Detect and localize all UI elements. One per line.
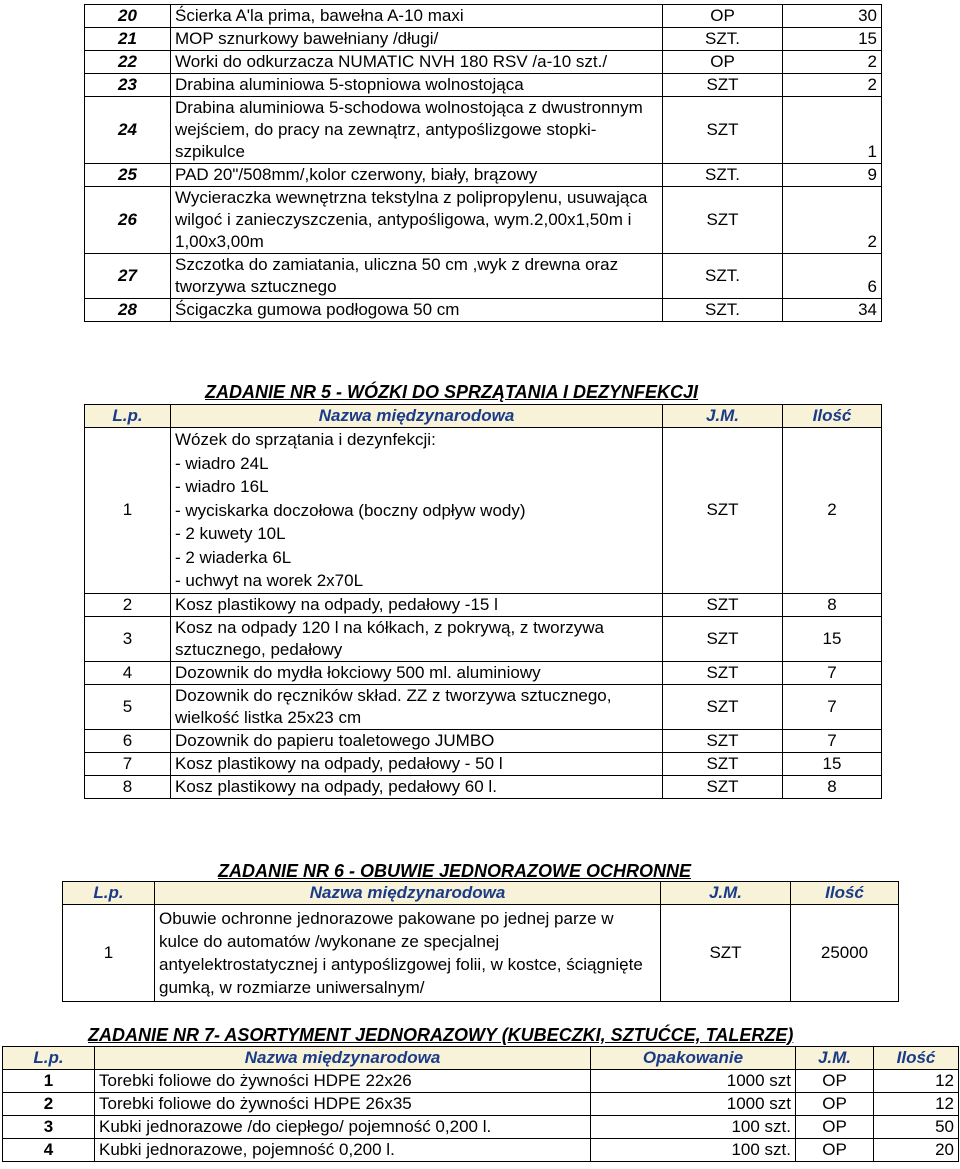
item-name: PAD 20"/508mm/,kolor czerwony, biały, brązowy bbox=[171, 164, 663, 187]
table-row bbox=[85, 299, 882, 322]
item-name: Kubki jednorazowe, pojemność 0,200 l. bbox=[95, 1139, 591, 1162]
quantity: 34 bbox=[783, 299, 882, 322]
quantity: 7 bbox=[783, 684, 882, 729]
table-row bbox=[3, 1116, 959, 1139]
row-number: 21 bbox=[85, 28, 171, 51]
unit: SZT bbox=[661, 905, 791, 1002]
row-number: 1 bbox=[85, 428, 171, 594]
header-qty: Ilość bbox=[874, 1047, 959, 1070]
table-section-6 bbox=[62, 881, 899, 1002]
quantity: 2 bbox=[783, 74, 882, 97]
table-row bbox=[85, 28, 882, 51]
quantity: 25000 bbox=[791, 905, 899, 1002]
unit: SZT bbox=[663, 661, 783, 684]
section-7-title: ZADANIE NR 7- ASORTYMENT JEDNORAZOWY (KUBECZKI, SZTUĆCE, TALERZE) bbox=[88, 1025, 794, 1045]
header-lp: L.p. bbox=[85, 405, 171, 428]
table-row bbox=[85, 752, 882, 775]
header-unit: J.M. bbox=[661, 882, 791, 905]
table-header-row bbox=[85, 405, 882, 428]
header-qty: Ilość bbox=[783, 405, 882, 428]
unit: OP bbox=[796, 1093, 874, 1116]
table-row bbox=[3, 1070, 959, 1093]
table-row bbox=[85, 5, 882, 28]
item-name: Dozownik do mydła łokciowy 500 ml. aluminiowy bbox=[171, 661, 663, 684]
row-number: 25 bbox=[85, 164, 171, 187]
table-header-row bbox=[3, 1047, 959, 1070]
quantity: 12 bbox=[874, 1093, 959, 1116]
item-name: Szczotka do zamiatania, uliczna 50 cm ,wyk z drewna oraz tworzywa sztucznego bbox=[171, 254, 663, 299]
item-name: Dozownik do ręczników skład. ZZ z tworzywa sztucznego, wielkość listka 25x23 cm bbox=[171, 684, 663, 729]
quantity: 8 bbox=[783, 593, 882, 616]
item-name: Kosz plastikowy na odpady, pedałowy - 50 l bbox=[171, 752, 663, 775]
row-number: 2 bbox=[85, 593, 171, 616]
table-items-20-28 bbox=[84, 4, 882, 322]
table-row bbox=[85, 616, 882, 661]
row-number: 28 bbox=[85, 299, 171, 322]
quantity: 15 bbox=[783, 28, 882, 51]
unit: SZT bbox=[663, 593, 783, 616]
unit: SZT bbox=[663, 684, 783, 729]
package: 100 szt. bbox=[591, 1139, 796, 1162]
header-qty: Ilość bbox=[791, 882, 899, 905]
table-row bbox=[85, 775, 882, 798]
table-row bbox=[3, 1093, 959, 1116]
quantity: 7 bbox=[783, 661, 882, 684]
table-row bbox=[85, 254, 882, 299]
item-name: Kubki jednorazowe /do ciepłego/ pojemność 0,200 l. bbox=[95, 1116, 591, 1139]
row-number: 22 bbox=[85, 51, 171, 74]
item-name: Ścigaczka gumowa podłogowa 50 cm bbox=[171, 299, 663, 322]
row-number: 7 bbox=[85, 752, 171, 775]
item-name: Wózek do sprzątania i dezynfekcji: - wiadro 24L - wiadro 16L - wyciskarka doczołowa (boczny odpływ wody) - 2 kuwety 10L - 2 wiaderka 6L - uchwyt na worek 2x70L bbox=[171, 428, 663, 594]
table-row bbox=[63, 905, 899, 1002]
table-row bbox=[85, 684, 882, 729]
header-lp: L.p. bbox=[3, 1047, 95, 1070]
unit: OP bbox=[663, 51, 783, 74]
row-number: 23 bbox=[85, 74, 171, 97]
unit: SZT bbox=[663, 729, 783, 752]
item-name: Torebki foliowe do żywności HDPE 22x26 bbox=[95, 1070, 591, 1093]
quantity: 2 bbox=[783, 187, 882, 254]
unit: SZT bbox=[663, 428, 783, 594]
table-row bbox=[85, 428, 882, 594]
row-number: 3 bbox=[85, 616, 171, 661]
row-number: 26 bbox=[85, 187, 171, 254]
header-name: Nazwa międzynarodowa bbox=[95, 1047, 591, 1070]
header-name: Nazwa międzynarodowa bbox=[171, 405, 663, 428]
package: 1000 szt bbox=[591, 1093, 796, 1116]
item-name: Wycieraczka wewnętrzna tekstylna z polipropylenu, usuwająca wilgoć i zanieczyszczenia, antypośligowa, wym.2,00x1,50m i 1,00x3,00m bbox=[171, 187, 663, 254]
table-header-row bbox=[63, 882, 899, 905]
table-section-7 bbox=[2, 1046, 959, 1162]
row-number: 24 bbox=[85, 97, 171, 164]
table-row bbox=[85, 593, 882, 616]
table-section-5 bbox=[84, 404, 882, 799]
header-name: Nazwa międzynarodowa bbox=[155, 882, 661, 905]
quantity: 1 bbox=[783, 97, 882, 164]
unit: SZT bbox=[663, 187, 783, 254]
unit: SZT. bbox=[663, 164, 783, 187]
package: 1000 szt bbox=[591, 1070, 796, 1093]
item-name: Kosz plastikowy na odpady, pedałowy -15 l bbox=[171, 593, 663, 616]
unit: SZT bbox=[663, 74, 783, 97]
quantity: 12 bbox=[874, 1070, 959, 1093]
row-number: 20 bbox=[85, 5, 171, 28]
unit: SZT. bbox=[663, 299, 783, 322]
row-number: 1 bbox=[63, 905, 155, 1002]
row-number: 3 bbox=[3, 1116, 95, 1139]
item-name: Obuwie ochronne jednorazowe pakowane po jednej parze w kulce do automatów /wykonane ze specjalnej antyelektrostatycznej i antypoślizgowej folii, w kostce, ściągnięte gumką, w rozmiarze uniwersalnym/ bbox=[155, 905, 661, 1002]
table-row bbox=[85, 74, 882, 97]
quantity: 2 bbox=[783, 51, 882, 74]
section-5-title: ZADANIE NR 5 - WÓZKI DO SPRZĄTANIA I DEZYNFEKCJI bbox=[205, 382, 699, 402]
item-name: MOP sznurkowy bawełniany /długi/ bbox=[171, 28, 663, 51]
quantity: 6 bbox=[783, 254, 882, 299]
table-row bbox=[85, 51, 882, 74]
package: 100 szt. bbox=[591, 1116, 796, 1139]
unit: SZT bbox=[663, 775, 783, 798]
table-row bbox=[85, 164, 882, 187]
table-row bbox=[85, 187, 882, 254]
item-name: Kosz na odpady 120 l na kółkach, z pokrywą, z tworzywa sztucznego, pedałowy bbox=[171, 616, 663, 661]
unit: SZT bbox=[663, 752, 783, 775]
row-number: 6 bbox=[85, 729, 171, 752]
row-number: 5 bbox=[85, 684, 171, 729]
quantity: 8 bbox=[783, 775, 882, 798]
quantity: 15 bbox=[783, 752, 882, 775]
row-number: 4 bbox=[3, 1139, 95, 1162]
quantity: 7 bbox=[783, 729, 882, 752]
unit: OP bbox=[796, 1070, 874, 1093]
unit: OP bbox=[796, 1139, 874, 1162]
item-name: Dozownik do papieru toaletowego JUMBO bbox=[171, 729, 663, 752]
unit: SZT. bbox=[663, 254, 783, 299]
section-6-title: ZADANIE NR 6 - OBUWIE JEDNORAZOWE OCHRONNE bbox=[218, 861, 692, 881]
item-name: Worki do odkurzacza NUMATIC NVH 180 RSV /a-10 szt./ bbox=[171, 51, 663, 74]
quantity: 15 bbox=[783, 616, 882, 661]
item-name: Drabina aluminiowa 5-stopniowa wolnostojąca bbox=[171, 74, 663, 97]
quantity: 20 bbox=[874, 1139, 959, 1162]
quantity: 50 bbox=[874, 1116, 959, 1139]
row-number: 4 bbox=[85, 661, 171, 684]
unit: SZT. bbox=[663, 28, 783, 51]
item-name: Drabina aluminiowa 5-schodowa wolnostojąca z dwustronnym wejściem, do pracy na zewnątrz, antypoślizgowe stopki-szpikulce bbox=[171, 97, 663, 164]
unit: OP bbox=[796, 1116, 874, 1139]
row-number: 27 bbox=[85, 254, 171, 299]
table-row bbox=[85, 729, 882, 752]
item-name: Torebki foliowe do żywności HDPE 26x35 bbox=[95, 1093, 591, 1116]
table-row bbox=[85, 97, 882, 164]
item-name: Kosz plastikowy na odpady, pedałowy 60 l. bbox=[171, 775, 663, 798]
quantity: 2 bbox=[783, 428, 882, 594]
unit: OP bbox=[663, 5, 783, 28]
quantity: 9 bbox=[783, 164, 882, 187]
row-number: 1 bbox=[3, 1070, 95, 1093]
item-name: Ścierka A'la prima, bawełna A-10 maxi bbox=[171, 5, 663, 28]
row-number: 8 bbox=[85, 775, 171, 798]
header-unit: J.M. bbox=[796, 1047, 874, 1070]
quantity: 30 bbox=[783, 5, 882, 28]
row-number: 2 bbox=[3, 1093, 95, 1116]
header-pack: Opakowanie bbox=[591, 1047, 796, 1070]
header-unit: J.M. bbox=[663, 405, 783, 428]
table-row bbox=[3, 1139, 959, 1162]
table-row bbox=[85, 661, 882, 684]
header-lp: L.p. bbox=[63, 882, 155, 905]
unit: SZT bbox=[663, 616, 783, 661]
unit: SZT bbox=[663, 97, 783, 164]
